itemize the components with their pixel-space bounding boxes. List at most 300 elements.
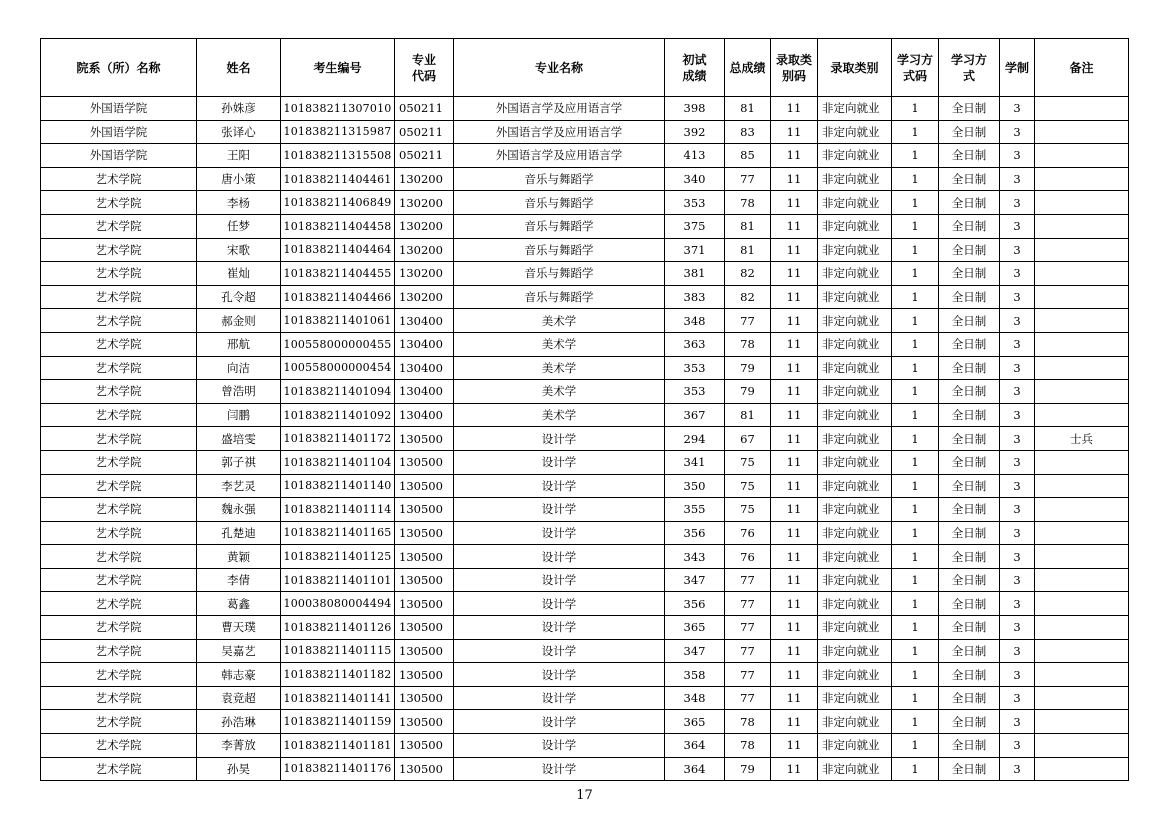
col-header-major-code: 专业代码 — [395, 39, 454, 97]
cell-exam-no: 101838211401092 — [281, 403, 395, 427]
cell-total: 75 — [725, 450, 771, 474]
cell-name: 葛鑫 — [197, 592, 281, 616]
cell-exam-no: 101838211404464 — [281, 238, 395, 262]
cell-major-code: 130500 — [395, 757, 454, 781]
cell-study-mode: 全日制 — [939, 262, 1000, 286]
table-row — [41, 356, 1129, 380]
cell-total: 81 — [725, 403, 771, 427]
cell-note — [1035, 592, 1129, 616]
cell-adm-type: 非定向就业 — [818, 380, 892, 404]
cell-total: 81 — [725, 97, 771, 121]
cell-adm-type: 非定向就业 — [818, 639, 892, 663]
cell-adm-type: 非定向就业 — [818, 356, 892, 380]
cell-major-name: 外国语言学及应用语言学 — [454, 144, 665, 168]
cell-years: 3 — [1000, 450, 1035, 474]
cell-name: 吴嘉艺 — [197, 639, 281, 663]
cell-adm-code: 11 — [771, 403, 818, 427]
cell-study-mode: 全日制 — [939, 191, 1000, 215]
cell-exam-no: 101838211315987 — [281, 120, 395, 144]
cell-major-code: 130500 — [395, 450, 454, 474]
cell-exam-no: 101838211401141 — [281, 686, 395, 710]
table-row — [41, 380, 1129, 404]
cell-study-mode: 全日制 — [939, 450, 1000, 474]
cell-study-code: 1 — [892, 332, 939, 356]
cell-study-mode: 全日制 — [939, 309, 1000, 333]
cell-dept: 艺术学院 — [41, 380, 197, 404]
cell-note — [1035, 285, 1129, 309]
cell-dept: 艺术学院 — [41, 616, 197, 640]
cell-note — [1035, 332, 1129, 356]
cell-adm-type: 非定向就业 — [818, 450, 892, 474]
cell-study-mode: 全日制 — [939, 332, 1000, 356]
cell-note — [1035, 639, 1129, 663]
cell-exam-no: 101838211401104 — [281, 450, 395, 474]
cell-study-mode: 全日制 — [939, 238, 1000, 262]
cell-study-mode: 全日制 — [939, 427, 1000, 451]
cell-name: 向洁 — [197, 356, 281, 380]
cell-major-name: 设计学 — [454, 592, 665, 616]
cell-name: 韩志豪 — [197, 663, 281, 687]
cell-prelim: 364 — [665, 757, 725, 781]
cell-exam-no: 101838211404466 — [281, 285, 395, 309]
cell-note — [1035, 120, 1129, 144]
cell-adm-type: 非定向就业 — [818, 332, 892, 356]
cell-total: 79 — [725, 356, 771, 380]
cell-major-code: 050211 — [395, 120, 454, 144]
col-header-years: 学制 — [1000, 39, 1035, 97]
cell-total: 78 — [725, 332, 771, 356]
cell-name: 李倩 — [197, 568, 281, 592]
cell-years: 3 — [1000, 545, 1035, 569]
cell-exam-no: 101838211401140 — [281, 474, 395, 498]
cell-total: 76 — [725, 521, 771, 545]
cell-years: 3 — [1000, 380, 1035, 404]
table-row — [41, 214, 1129, 238]
cell-total: 77 — [725, 592, 771, 616]
cell-adm-code: 11 — [771, 356, 818, 380]
cell-study-code: 1 — [892, 545, 939, 569]
cell-total: 76 — [725, 545, 771, 569]
cell-dept: 艺术学院 — [41, 450, 197, 474]
cell-major-name: 设计学 — [454, 757, 665, 781]
cell-study-mode: 全日制 — [939, 380, 1000, 404]
cell-adm-type: 非定向就业 — [818, 545, 892, 569]
cell-adm-code: 11 — [771, 663, 818, 687]
cell-prelim: 353 — [665, 380, 725, 404]
cell-name: 盛培雯 — [197, 427, 281, 451]
cell-years: 3 — [1000, 663, 1035, 687]
cell-years: 3 — [1000, 592, 1035, 616]
table-row — [41, 262, 1129, 286]
table-row — [41, 545, 1129, 569]
cell-dept: 艺术学院 — [41, 710, 197, 734]
cell-major-name: 外国语言学及应用语言学 — [454, 97, 665, 121]
cell-prelim: 358 — [665, 663, 725, 687]
cell-name: 崔灿 — [197, 262, 281, 286]
cell-years: 3 — [1000, 710, 1035, 734]
cell-adm-type: 非定向就业 — [818, 521, 892, 545]
cell-study-code: 1 — [892, 144, 939, 168]
cell-adm-type: 非定向就业 — [818, 214, 892, 238]
table-body — [41, 97, 1129, 781]
cell-major-name: 音乐与舞蹈学 — [454, 285, 665, 309]
cell-total: 78 — [725, 191, 771, 215]
table-row — [41, 97, 1129, 121]
cell-study-mode: 全日制 — [939, 686, 1000, 710]
cell-dept: 艺术学院 — [41, 545, 197, 569]
cell-total: 81 — [725, 214, 771, 238]
cell-major-name: 设计学 — [454, 427, 665, 451]
cell-name: 邢航 — [197, 332, 281, 356]
cell-study-mode: 全日制 — [939, 144, 1000, 168]
cell-adm-type: 非定向就业 — [818, 592, 892, 616]
cell-years: 3 — [1000, 639, 1035, 663]
cell-years: 3 — [1000, 238, 1035, 262]
cell-major-code: 130200 — [395, 238, 454, 262]
cell-total: 78 — [725, 710, 771, 734]
cell-name: 黄颖 — [197, 545, 281, 569]
cell-dept: 艺术学院 — [41, 568, 197, 592]
cell-dept: 艺术学院 — [41, 285, 197, 309]
cell-prelim: 353 — [665, 191, 725, 215]
cell-prelim: 356 — [665, 592, 725, 616]
cell-study-mode: 全日制 — [939, 734, 1000, 758]
cell-total: 75 — [725, 498, 771, 522]
cell-study-mode: 全日制 — [939, 167, 1000, 191]
cell-study-code: 1 — [892, 285, 939, 309]
table-row — [41, 403, 1129, 427]
cell-name: 张译心 — [197, 120, 281, 144]
cell-major-code: 130500 — [395, 498, 454, 522]
cell-dept: 艺术学院 — [41, 521, 197, 545]
col-header-study-code: 学习方式码 — [892, 39, 939, 97]
cell-years: 3 — [1000, 167, 1035, 191]
cell-exam-no: 101838211401125 — [281, 545, 395, 569]
cell-major-name: 设计学 — [454, 616, 665, 640]
cell-years: 3 — [1000, 734, 1035, 758]
cell-prelim: 367 — [665, 403, 725, 427]
cell-study-mode: 全日制 — [939, 403, 1000, 427]
cell-name: 孙浩琳 — [197, 710, 281, 734]
col-header-adm-type: 录取类别 — [818, 39, 892, 97]
cell-major-code: 130200 — [395, 167, 454, 191]
cell-adm-code: 11 — [771, 734, 818, 758]
col-header-major-name: 专业名称 — [454, 39, 665, 97]
cell-study-mode: 全日制 — [939, 710, 1000, 734]
cell-major-name: 音乐与舞蹈学 — [454, 214, 665, 238]
cell-note — [1035, 309, 1129, 333]
cell-dept: 艺术学院 — [41, 474, 197, 498]
cell-prelim: 348 — [665, 686, 725, 710]
cell-name: 闫鹏 — [197, 403, 281, 427]
cell-dept: 艺术学院 — [41, 592, 197, 616]
cell-adm-type: 非定向就业 — [818, 144, 892, 168]
cell-major-code: 130400 — [395, 403, 454, 427]
col-header-study-mode: 学习方式 — [939, 39, 1000, 97]
cell-name: 宋歌 — [197, 238, 281, 262]
cell-dept: 艺术学院 — [41, 167, 197, 191]
cell-dept: 艺术学院 — [41, 427, 197, 451]
cell-total: 77 — [725, 686, 771, 710]
cell-name: 郝金则 — [197, 309, 281, 333]
cell-adm-code: 11 — [771, 592, 818, 616]
cell-major-code: 130500 — [395, 686, 454, 710]
cell-note — [1035, 356, 1129, 380]
cell-adm-code: 11 — [771, 710, 818, 734]
col-header-prelim: 初试成绩 — [665, 39, 725, 97]
cell-study-code: 1 — [892, 356, 939, 380]
table-row — [41, 120, 1129, 144]
cell-adm-type: 非定向就业 — [818, 616, 892, 640]
cell-study-mode: 全日制 — [939, 285, 1000, 309]
admission-table — [40, 38, 1129, 781]
cell-note — [1035, 521, 1129, 545]
cell-note — [1035, 663, 1129, 687]
cell-major-name: 音乐与舞蹈学 — [454, 262, 665, 286]
cell-major-code: 130400 — [395, 380, 454, 404]
cell-exam-no: 101838211315508 — [281, 144, 395, 168]
cell-prelim: 398 — [665, 97, 725, 121]
cell-adm-type: 非定向就业 — [818, 710, 892, 734]
cell-years: 3 — [1000, 262, 1035, 286]
cell-study-mode: 全日制 — [939, 757, 1000, 781]
col-header-total: 总成绩 — [725, 39, 771, 97]
cell-major-code: 130500 — [395, 427, 454, 451]
cell-major-code: 130500 — [395, 710, 454, 734]
cell-adm-code: 11 — [771, 639, 818, 663]
cell-major-name: 美术学 — [454, 380, 665, 404]
cell-study-code: 1 — [892, 120, 939, 144]
cell-adm-code: 11 — [771, 757, 818, 781]
cell-total: 77 — [725, 639, 771, 663]
table-row — [41, 710, 1129, 734]
cell-adm-type: 非定向就业 — [818, 686, 892, 710]
cell-adm-code: 11 — [771, 686, 818, 710]
cell-major-code: 130500 — [395, 592, 454, 616]
cell-adm-type: 非定向就业 — [818, 262, 892, 286]
cell-exam-no: 101838211401101 — [281, 568, 395, 592]
cell-prelim: 413 — [665, 144, 725, 168]
table-row — [41, 238, 1129, 262]
cell-prelim: 381 — [665, 262, 725, 286]
cell-note: 士兵 — [1035, 427, 1129, 451]
cell-note — [1035, 498, 1129, 522]
col-header-dept: 院系（所）名称 — [41, 39, 197, 97]
cell-study-code: 1 — [892, 757, 939, 781]
cell-major-name: 设计学 — [454, 734, 665, 758]
cell-prelim: 365 — [665, 710, 725, 734]
cell-adm-type: 非定向就业 — [818, 474, 892, 498]
cell-exam-no: 101838211401182 — [281, 663, 395, 687]
cell-years: 3 — [1000, 757, 1035, 781]
cell-years: 3 — [1000, 568, 1035, 592]
cell-major-code: 130500 — [395, 639, 454, 663]
cell-dept: 艺术学院 — [41, 191, 197, 215]
cell-exam-no: 101838211401094 — [281, 380, 395, 404]
cell-note — [1035, 144, 1129, 168]
cell-dept: 艺术学院 — [41, 663, 197, 687]
cell-name: 郭子祺 — [197, 450, 281, 474]
cell-dept: 艺术学院 — [41, 639, 197, 663]
cell-adm-type: 非定向就业 — [818, 285, 892, 309]
cell-prelim: 348 — [665, 309, 725, 333]
cell-total: 77 — [725, 167, 771, 191]
cell-years: 3 — [1000, 309, 1035, 333]
cell-adm-code: 11 — [771, 616, 818, 640]
cell-study-mode: 全日制 — [939, 120, 1000, 144]
cell-exam-no: 101838211401165 — [281, 521, 395, 545]
cell-exam-no: 101838211401061 — [281, 309, 395, 333]
cell-study-code: 1 — [892, 380, 939, 404]
cell-dept: 艺术学院 — [41, 403, 197, 427]
cell-dept: 艺术学院 — [41, 498, 197, 522]
cell-study-code: 1 — [892, 498, 939, 522]
cell-major-name: 音乐与舞蹈学 — [454, 167, 665, 191]
cell-study-code: 1 — [892, 686, 939, 710]
cell-major-name: 音乐与舞蹈学 — [454, 238, 665, 262]
cell-major-name: 设计学 — [454, 663, 665, 687]
cell-study-code: 1 — [892, 403, 939, 427]
cell-name: 李菁放 — [197, 734, 281, 758]
table-row — [41, 663, 1129, 687]
cell-name: 曹天璞 — [197, 616, 281, 640]
cell-prelim: 375 — [665, 214, 725, 238]
cell-total: 75 — [725, 474, 771, 498]
cell-major-code: 130200 — [395, 191, 454, 215]
table-row — [41, 144, 1129, 168]
cell-study-code: 1 — [892, 191, 939, 215]
cell-study-mode: 全日制 — [939, 356, 1000, 380]
cell-prelim: 355 — [665, 498, 725, 522]
cell-adm-type: 非定向就业 — [818, 97, 892, 121]
cell-note — [1035, 191, 1129, 215]
cell-total: 67 — [725, 427, 771, 451]
cell-prelim: 294 — [665, 427, 725, 451]
table-row — [41, 686, 1129, 710]
cell-adm-type: 非定向就业 — [818, 568, 892, 592]
cell-prelim: 363 — [665, 332, 725, 356]
cell-note — [1035, 710, 1129, 734]
cell-major-name: 音乐与舞蹈学 — [454, 191, 665, 215]
cell-note — [1035, 97, 1129, 121]
cell-study-mode: 全日制 — [939, 639, 1000, 663]
cell-note — [1035, 167, 1129, 191]
cell-major-name: 设计学 — [454, 710, 665, 734]
cell-study-mode: 全日制 — [939, 474, 1000, 498]
cell-prelim: 341 — [665, 450, 725, 474]
cell-adm-code: 11 — [771, 427, 818, 451]
cell-dept: 外国语学院 — [41, 144, 197, 168]
cell-prelim: 347 — [665, 639, 725, 663]
cell-adm-type: 非定向就业 — [818, 427, 892, 451]
cell-prelim: 365 — [665, 616, 725, 640]
cell-exam-no: 101838211401159 — [281, 710, 395, 734]
cell-adm-code: 11 — [771, 238, 818, 262]
cell-note — [1035, 262, 1129, 286]
table-row — [41, 639, 1129, 663]
col-header-exam-no: 考生编号 — [281, 39, 395, 97]
cell-exam-no: 101838211404458 — [281, 214, 395, 238]
cell-adm-code: 11 — [771, 568, 818, 592]
cell-major-code: 130200 — [395, 262, 454, 286]
cell-dept: 艺术学院 — [41, 309, 197, 333]
cell-adm-code: 11 — [771, 332, 818, 356]
cell-years: 3 — [1000, 498, 1035, 522]
cell-exam-no: 101838211401172 — [281, 427, 395, 451]
cell-adm-code: 11 — [771, 167, 818, 191]
cell-note — [1035, 545, 1129, 569]
cell-study-mode: 全日制 — [939, 592, 1000, 616]
table-row — [41, 309, 1129, 333]
cell-exam-no: 101838211404461 — [281, 167, 395, 191]
cell-total: 79 — [725, 757, 771, 781]
cell-years: 3 — [1000, 191, 1035, 215]
cell-name: 王阳 — [197, 144, 281, 168]
col-header-name: 姓名 — [197, 39, 281, 97]
cell-adm-type: 非定向就业 — [818, 120, 892, 144]
table-row — [41, 616, 1129, 640]
cell-total: 81 — [725, 238, 771, 262]
cell-study-code: 1 — [892, 710, 939, 734]
cell-name: 孔令超 — [197, 285, 281, 309]
cell-adm-code: 11 — [771, 144, 818, 168]
cell-study-mode: 全日制 — [939, 498, 1000, 522]
cell-adm-type: 非定向就业 — [818, 663, 892, 687]
cell-note — [1035, 450, 1129, 474]
table-row — [41, 427, 1129, 451]
table-row — [41, 191, 1129, 215]
cell-exam-no: 101838211404455 — [281, 262, 395, 286]
cell-major-name: 设计学 — [454, 639, 665, 663]
cell-years: 3 — [1000, 356, 1035, 380]
cell-major-name: 设计学 — [454, 474, 665, 498]
cell-adm-type: 非定向就业 — [818, 498, 892, 522]
cell-dept: 艺术学院 — [41, 734, 197, 758]
cell-dept: 艺术学院 — [41, 214, 197, 238]
cell-note — [1035, 734, 1129, 758]
cell-total: 85 — [725, 144, 771, 168]
cell-adm-code: 11 — [771, 545, 818, 569]
cell-major-name: 设计学 — [454, 450, 665, 474]
cell-total: 77 — [725, 568, 771, 592]
cell-name: 魏永强 — [197, 498, 281, 522]
col-header-note: 备注 — [1035, 39, 1129, 97]
cell-total: 82 — [725, 285, 771, 309]
cell-prelim: 347 — [665, 568, 725, 592]
cell-adm-type: 非定向就业 — [818, 734, 892, 758]
cell-study-code: 1 — [892, 616, 939, 640]
cell-major-name: 美术学 — [454, 309, 665, 333]
cell-study-mode: 全日制 — [939, 545, 1000, 569]
cell-total: 83 — [725, 120, 771, 144]
page-number: 17 — [576, 788, 593, 803]
cell-years: 3 — [1000, 521, 1035, 545]
cell-study-mode: 全日制 — [939, 521, 1000, 545]
table-row — [41, 474, 1129, 498]
cell-adm-type: 非定向就业 — [818, 191, 892, 215]
cell-adm-code: 11 — [771, 262, 818, 286]
cell-note — [1035, 686, 1129, 710]
cell-note — [1035, 403, 1129, 427]
cell-study-code: 1 — [892, 639, 939, 663]
cell-major-name: 美术学 — [454, 332, 665, 356]
cell-name: 孙姝彦 — [197, 97, 281, 121]
cell-study-code: 1 — [892, 167, 939, 191]
cell-major-code: 130500 — [395, 545, 454, 569]
cell-study-code: 1 — [892, 214, 939, 238]
cell-major-code: 050211 — [395, 144, 454, 168]
table-row — [41, 568, 1129, 592]
